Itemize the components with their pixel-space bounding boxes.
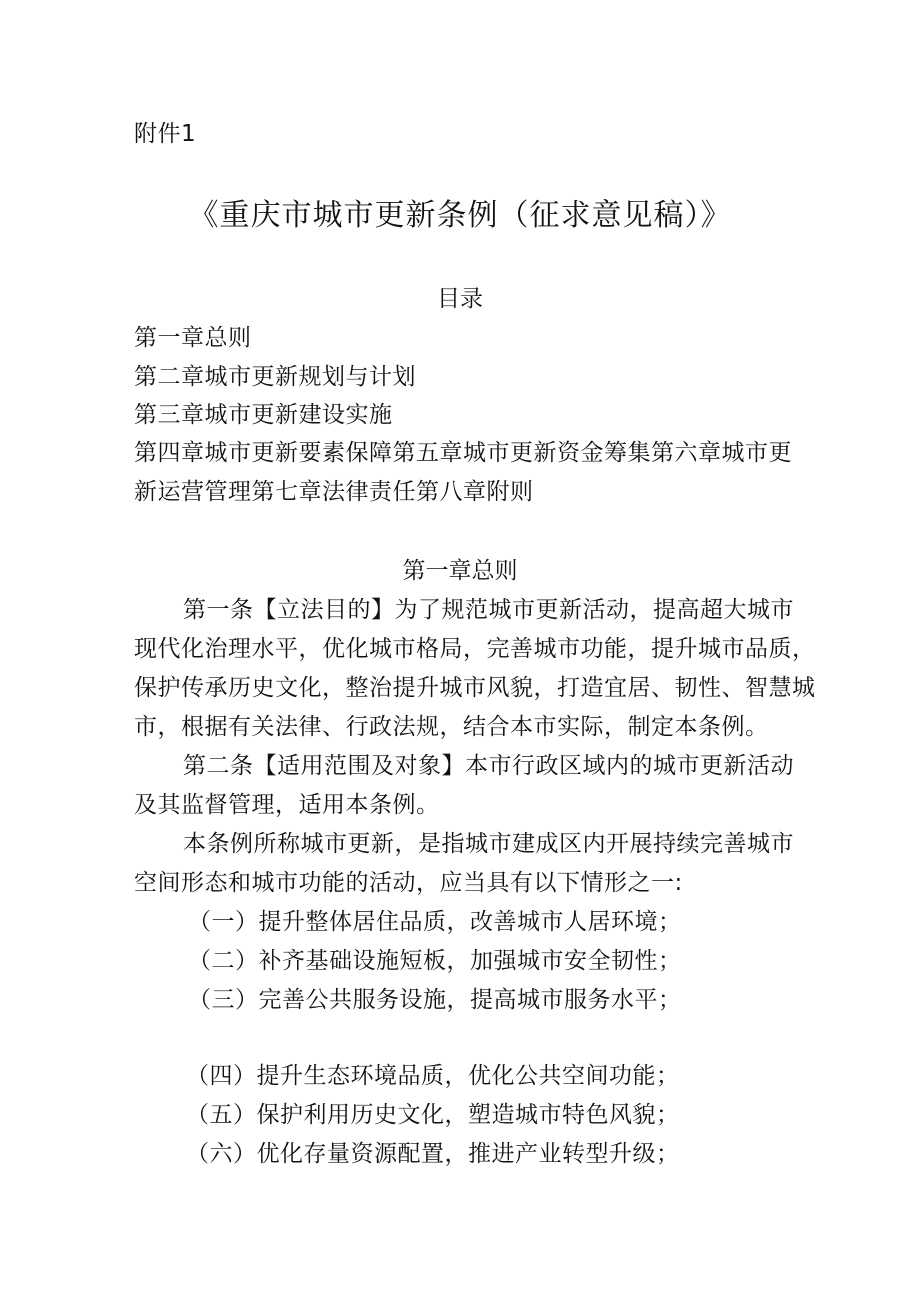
article-2-line: 及其监督管理，适用本条例。 (134, 792, 440, 818)
list-item: （六）优化存量资源配置，推进产业转型升级； (186, 1141, 680, 1167)
definition-line: 本条例所称城市更新，是指城市建成区内开展持续完善城市 (183, 831, 794, 857)
list-item: （四）提升生态环境品质，优化公共空间功能； (186, 1063, 680, 1089)
toc-line: 第一章总则 (134, 325, 252, 351)
list-item: （一）提升整体居住品质，改善城市人居环境； (188, 909, 682, 935)
toc-line: 新运营管理第七章法律责任第八章附则 (134, 479, 534, 505)
attachment-label: 附件1 (134, 121, 197, 147)
article-1-line: 现代化治理水平，优化城市格局，完善城市功能，提升城市品质， (134, 636, 816, 662)
toc-line: 第四章城市更新要素保障第五章城市更新资金筹集第六章城市更 (134, 440, 792, 466)
definition-line: 空间形态和城市功能的活动，应当具有以下情形之一: (134, 870, 683, 896)
list-item: （三）完善公共服务设施，提高城市服务水平； (188, 987, 682, 1013)
article-1-line: 市，根据有关法律、行政法规，结合本市实际，制定本条例。 (134, 714, 769, 740)
article-1-line: 保护传承历史文化，整治提升城市风貌，打造宜居、韧性、智慧城 (134, 675, 816, 701)
toc-heading: 目录 (437, 286, 483, 312)
toc-line: 第三章城市更新建设实施 (134, 402, 393, 428)
article-1-line: 第一条【立法目的】为了规范城市更新活动，提高超大城市 (183, 597, 794, 623)
document-title: 《重庆市城市更新条例（征求意见稿）》 (188, 198, 732, 233)
article-2-line: 第二条【适用范围及对象】本市行政区域内的城市更新活动 (183, 753, 794, 779)
chapter-heading: 第一章总则 (402, 558, 518, 584)
list-item: （二）补齐基础设施短板，加强城市安全韧性； (188, 948, 682, 974)
toc-line: 第二章城市更新规划与计划 (134, 364, 416, 390)
list-item: （五）保护利用历史文化，塑造城市特色风貌； (186, 1102, 680, 1128)
